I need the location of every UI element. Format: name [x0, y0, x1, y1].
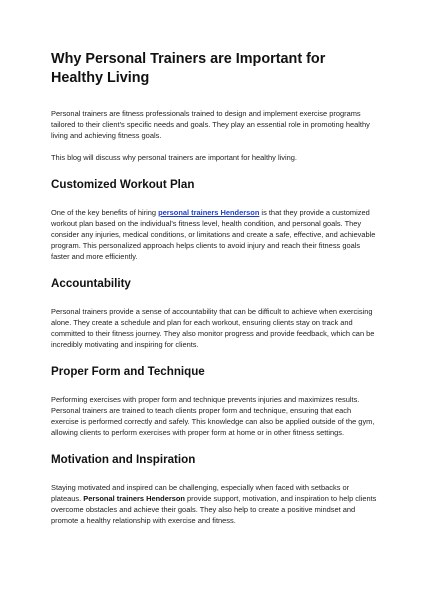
document-page	[51, 50, 377, 526]
personal-trainers-henderson-link[interactable]: personal trainers Henderson	[158, 208, 260, 217]
section-body-motivation	[51, 482, 377, 526]
bold-phrase: Personal trainers Henderson	[83, 494, 185, 503]
intro-paragraph: Personal trainers are fitness professionals trained to design and implement exercise programs tailored to their client's specific needs and goals. They play an essential role in promoting healthy living and achieving fitness goals.	[51, 109, 370, 140]
section-body-accountability: Personal trainers provide a sense of accountability that can be difficult to achieve when exercising alone. They create a schedule and plan for each workout, ensuring clients stay on track and committed to their fitness journey. They also monitor progress and provide feedback, which can be incredibly motivating and inspiring for clients.	[51, 307, 375, 349]
section-body-customized-workout	[51, 207, 377, 262]
section-heading-proper-form: Proper Form and Technique	[51, 365, 205, 378]
section-heading-accountability: Accountability	[51, 277, 131, 290]
section-text: One of the key benefits of hiring	[51, 208, 159, 217]
section-body-proper-form: Performing exercises with proper form and technique prevents injuries and maximizes results. Personal trainers are trained to teach clients proper form and technique, ensuring that each exercise is performed correctly and safely. This knowledge can also be applied outside of the gym, allowing clients to perform exercises with proper form at home or in other fitness settings.	[51, 395, 375, 437]
section-heading-customized-workout: Customized Workout Plan	[51, 178, 195, 191]
intro-paragraph-2: This blog will discuss why personal trainers are important for healthy living.	[51, 153, 297, 162]
section-text: provide support, motivation, and inspiration to help clients overcome obstacles and achieve their goals. They also help to create a positive mindset and promote a healthy relationship with exercise and fitness.	[51, 494, 377, 525]
article-title: Why Personal Trainers are Important for Healthy Living	[51, 51, 326, 86]
section-heading-motivation: Motivation and Inspiration	[51, 453, 196, 466]
section-text: is that they provide a customized workout plan based on the individual's fitness level, health condition, and personal goals. They consider any injuries, medical conditions, or limitations and create a safe, effective, and achievable program. This personalized approach helps clients to avoid injury and reach their fitness goals faster and more efficiently.	[51, 208, 376, 261]
section-text: Staying motivated and inspired can be challenging, especially when faced with setbacks or plateaus.	[51, 483, 350, 503]
